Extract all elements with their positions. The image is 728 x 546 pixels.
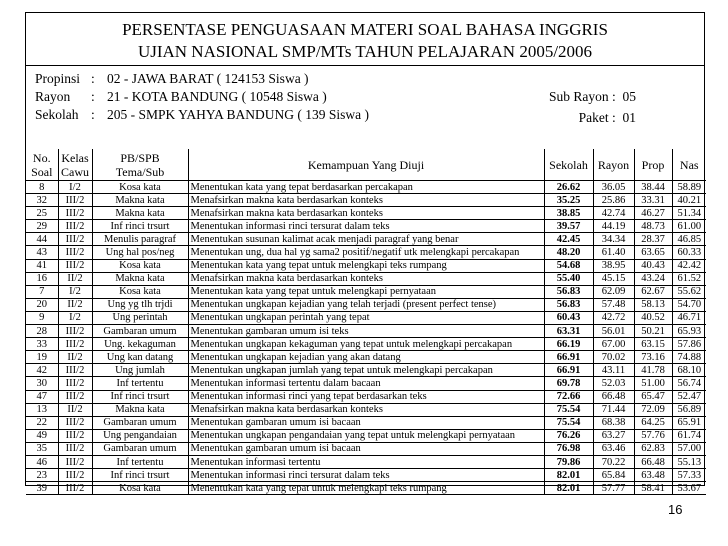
document-frame [25, 12, 705, 494]
cell-tema: Kosa kata [92, 482, 188, 495]
cell-no-soal: 28 [26, 325, 58, 338]
cell-nas: 57.33 [672, 469, 706, 482]
cell-kelas: II/2 [58, 351, 92, 364]
cell-sekolah: 42.45 [544, 233, 593, 246]
cell-prop: 66.48 [634, 455, 672, 468]
title-line-2: UJIAN NASIONAL SMP/MTs TAHUN PELAJARAN 2005/2006 [137, 42, 593, 61]
cell-no-soal: 41 [26, 259, 58, 272]
cell-prop: 41.78 [634, 364, 672, 377]
cell-prop: 73.16 [634, 351, 672, 364]
cell-prop: 72.09 [634, 403, 672, 416]
cell-rayon: 25.86 [593, 194, 634, 207]
cell-no-soal: 49 [26, 429, 58, 442]
cell-kemampuan: Menentukan informasi rinci tersurat dalam teks [188, 469, 544, 482]
table-row [26, 311, 706, 324]
cell-kelas: I/2 [58, 311, 92, 324]
cell-kelas: III/2 [58, 469, 92, 482]
cell-nas: 61.74 [672, 429, 706, 442]
sekolah-row [35, 106, 369, 124]
cell-sekolah: 75.54 [544, 403, 593, 416]
sub-rayon-value: 05 [622, 89, 636, 104]
cell-sekolah: 82.01 [544, 469, 593, 482]
cell-no-soal: 13 [26, 403, 58, 416]
rayon-value: 21 - KOTA BANDUNG ( 10548 Siswa ) [107, 89, 327, 104]
cell-sekolah: 75.54 [544, 416, 593, 429]
cell-rayon: 62.09 [593, 285, 634, 298]
cell-kemampuan: Menentukan ungkapan kejadian yang akan datang [188, 351, 544, 364]
cell-sekolah: 79.86 [544, 455, 593, 468]
table-row [26, 259, 706, 272]
cell-kemampuan: Menentukan kata yang tepat untuk melengkapi teks rumpang [188, 482, 544, 495]
cell-prop: 58.13 [634, 298, 672, 311]
cell-rayon: 45.15 [593, 272, 634, 285]
school-info [26, 66, 704, 150]
cell-nas: 56.74 [672, 377, 706, 390]
rayon-row [35, 88, 327, 106]
cell-tema: Gambaran umum [92, 416, 188, 429]
cell-rayon: 67.00 [593, 338, 634, 351]
cell-rayon: 57.48 [593, 298, 634, 311]
cell-sekolah: 66.91 [544, 351, 593, 364]
cell-kelas: III/2 [58, 442, 92, 455]
header-tema: PB/SPB Tema/Sub [92, 149, 188, 181]
cell-no-soal: 19 [26, 351, 58, 364]
cell-rayon: 56.01 [593, 325, 634, 338]
page-number: 16 [668, 502, 683, 517]
cell-no-soal: 32 [26, 194, 58, 207]
cell-sekolah: 76.26 [544, 429, 593, 442]
cell-kemampuan: Menentukan informasi tertentu [188, 455, 544, 468]
cell-kemampuan: Menentukan ungkapan kekaguman yang tepat untuk melengkapi percakapan [188, 338, 544, 351]
cell-no-soal: 43 [26, 246, 58, 259]
table-row [26, 482, 706, 495]
cell-kemampuan: Menentukan informasi rinci tersurat dalam teks [188, 220, 544, 233]
header-prop: Prop [634, 149, 672, 181]
cell-tema: Inf tertentu [92, 377, 188, 390]
cell-no-soal: 47 [26, 390, 58, 403]
cell-no-soal: 20 [26, 298, 58, 311]
cell-kelas: II/2 [58, 403, 92, 416]
cell-tema: Inf tertentu [92, 455, 188, 468]
cell-prop: 65.47 [634, 390, 672, 403]
cell-prop: 62.83 [634, 442, 672, 455]
cell-kemampuan: Menentukan gambaran umum isi teks [188, 325, 544, 338]
cell-kemampuan: Menentukan ungkapan kejadian yang telah terjadi (present perfect tense) [188, 298, 544, 311]
colon: : [91, 89, 95, 104]
cell-no-soal: 9 [26, 311, 58, 324]
cell-prop: 63.65 [634, 246, 672, 259]
cell-tema: Ung hal pos/neg [92, 246, 188, 259]
cell-prop: 38.44 [634, 181, 672, 194]
cell-tema: Ung pengandaian [92, 429, 188, 442]
cell-kemampuan: Menafsirkan makna kata berdasarkan konteks [188, 272, 544, 285]
propinsi-label: Propinsi [35, 71, 81, 86]
cell-prop: 28.37 [634, 233, 672, 246]
header-sekolah: Sekolah [544, 149, 593, 181]
cell-tema: Makna kata [92, 403, 188, 416]
cell-rayon: 65.84 [593, 469, 634, 482]
cell-nas: 61.52 [672, 272, 706, 285]
cell-prop: 50.21 [634, 325, 672, 338]
header-no-soal: No. Soal [26, 149, 58, 181]
colon: : [91, 71, 95, 86]
cell-no-soal: 7 [26, 285, 58, 298]
cell-sekolah: 60.43 [544, 311, 593, 324]
table-row [26, 246, 706, 259]
cell-tema: Inf rinci trsurt [92, 220, 188, 233]
cell-sekolah: 26.62 [544, 181, 593, 194]
table-row [26, 351, 706, 364]
cell-rayon: 42.72 [593, 311, 634, 324]
cell-kelas: III/2 [58, 259, 92, 272]
cell-nas: 68.10 [672, 364, 706, 377]
cell-nas: 58.89 [672, 181, 706, 194]
results-table [26, 149, 706, 495]
table-row [26, 377, 706, 390]
cell-prop: 48.73 [634, 220, 672, 233]
cell-kemampuan: Menentukan ungkapan perintah yang tepat [188, 311, 544, 324]
cell-kemampuan: Menafsirkan makna kata berdasarkan konteks [188, 194, 544, 207]
cell-prop: 46.27 [634, 207, 672, 220]
cell-kemampuan: Menafsirkan makna kata berdasarkan konteks [188, 403, 544, 416]
table-row [26, 233, 706, 246]
table-row [26, 403, 706, 416]
cell-rayon: 71.44 [593, 403, 634, 416]
table-body [26, 181, 706, 495]
table-row [26, 364, 706, 377]
sekolah-value: 205 - SMPK YAHYA BANDUNG ( 139 Siswa ) [107, 107, 370, 122]
cell-no-soal: 44 [26, 233, 58, 246]
cell-prop: 57.76 [634, 429, 672, 442]
cell-nas: 56.89 [672, 403, 706, 416]
cell-kelas: III/2 [58, 233, 92, 246]
cell-sekolah: 66.19 [544, 338, 593, 351]
cell-nas: 65.93 [672, 325, 706, 338]
cell-prop: 63.48 [634, 469, 672, 482]
sub-rayon-label: Sub Rayon : [548, 89, 616, 104]
table-row [26, 455, 706, 468]
cell-prop: 58.41 [634, 482, 672, 495]
table-row [26, 194, 706, 207]
table-row [26, 272, 706, 285]
paket-label: Paket : [578, 110, 616, 125]
cell-no-soal: 23 [26, 469, 58, 482]
cell-sekolah: 82.01 [544, 482, 593, 495]
colon: : [91, 107, 95, 122]
cell-nas: 55.62 [672, 285, 706, 298]
cell-no-soal: 29 [26, 220, 58, 233]
table-row [26, 181, 706, 194]
title-box [26, 13, 704, 66]
cell-nas: 74.88 [672, 351, 706, 364]
cell-tema: Ung kan datang [92, 351, 188, 364]
table-row [26, 442, 706, 455]
table-row [26, 285, 706, 298]
cell-rayon: 36.05 [593, 181, 634, 194]
cell-tema: Ung perintah [92, 311, 188, 324]
cell-tema: Ung. kekaguman [92, 338, 188, 351]
cell-kelas: III/2 [58, 220, 92, 233]
cell-rayon: 57.77 [593, 482, 634, 495]
cell-no-soal: 33 [26, 338, 58, 351]
cell-kemampuan: Menentukan gambaran umum isi bacaan [188, 416, 544, 429]
cell-prop: 40.52 [634, 311, 672, 324]
table-header-row [26, 149, 706, 181]
table-row [26, 325, 706, 338]
cell-sekolah: 35.25 [544, 194, 593, 207]
cell-no-soal: 35 [26, 442, 58, 455]
cell-nas: 61.00 [672, 220, 706, 233]
cell-nas: 46.71 [672, 311, 706, 324]
rayon-label: Rayon [35, 89, 71, 104]
cell-rayon: 34.34 [593, 233, 634, 246]
table-row [26, 469, 706, 482]
cell-no-soal: 42 [26, 364, 58, 377]
cell-kelas: III/2 [58, 325, 92, 338]
cell-sekolah: 38.85 [544, 207, 593, 220]
cell-nas: 54.70 [672, 298, 706, 311]
table-row [26, 390, 706, 403]
cell-prop: 33.31 [634, 194, 672, 207]
cell-kelas: III/2 [58, 482, 92, 495]
header-rayon: Rayon [593, 149, 634, 181]
cell-tema: Kosa kata [92, 259, 188, 272]
cell-kelas: III/2 [58, 338, 92, 351]
cell-sekolah: 48.20 [544, 246, 593, 259]
cell-sekolah: 56.83 [544, 285, 593, 298]
cell-nas: 51.34 [672, 207, 706, 220]
cell-tema: Makna kata [92, 207, 188, 220]
cell-prop: 40.43 [634, 259, 672, 272]
cell-tema: Menulis paragraf [92, 233, 188, 246]
cell-tema: Makna kata [92, 272, 188, 285]
cell-kelas: II/2 [58, 272, 92, 285]
cell-nas: 57.00 [672, 442, 706, 455]
cell-nas: 40.21 [672, 194, 706, 207]
cell-kelas: III/2 [58, 429, 92, 442]
cell-rayon: 70.02 [593, 351, 634, 364]
header-nas: Nas [672, 149, 706, 181]
cell-sekolah: 63.31 [544, 325, 593, 338]
table-row [26, 220, 706, 233]
cell-prop: 62.67 [634, 285, 672, 298]
cell-sekolah: 72.66 [544, 390, 593, 403]
cell-kemampuan: Menentukan ungkapan pengandaian yang tepat untuk melengkapi pernyataan [188, 429, 544, 442]
cell-nas: 42.42 [672, 259, 706, 272]
cell-no-soal: 16 [26, 272, 58, 285]
paket-value: 01 [622, 110, 636, 125]
cell-rayon: 68.38 [593, 416, 634, 429]
header-kelas: Kelas Cawu [58, 149, 92, 181]
cell-kelas: III/2 [58, 364, 92, 377]
cell-rayon: 63.27 [593, 429, 634, 442]
cell-rayon: 44.19 [593, 220, 634, 233]
cell-no-soal: 22 [26, 416, 58, 429]
cell-sekolah: 76.98 [544, 442, 593, 455]
cell-rayon: 42.74 [593, 207, 634, 220]
cell-sekolah: 39.57 [544, 220, 593, 233]
cell-nas: 55.13 [672, 455, 706, 468]
cell-tema: Inf rinci trsurt [92, 469, 188, 482]
cell-kelas: II/2 [58, 298, 92, 311]
table-row [26, 429, 706, 442]
cell-kemampuan: Menentukan informasi rinci yang tepat berdasarkan teks [188, 390, 544, 403]
cell-kemampuan: Menafsirkan makna kata berdasarkan konteks [188, 207, 544, 220]
cell-rayon: 43.11 [593, 364, 634, 377]
cell-tema: Kosa kata [92, 285, 188, 298]
table-row [26, 298, 706, 311]
cell-rayon: 63.46 [593, 442, 634, 455]
propinsi-value: 02 - JAWA BARAT ( 124153 Siswa ) [107, 71, 309, 86]
cell-no-soal: 8 [26, 181, 58, 194]
cell-sekolah: 54.68 [544, 259, 593, 272]
cell-sekolah: 55.40 [544, 272, 593, 285]
table-row [26, 338, 706, 351]
cell-tema: Gambaran umum [92, 325, 188, 338]
table-row [26, 416, 706, 429]
cell-kemampuan: Menentukan kata yang tepat untuk melengkapi pernyataan [188, 285, 544, 298]
cell-kelas: III/2 [58, 194, 92, 207]
title-line-1: PERSENTASE PENGUASAAN MATERI SOAL BAHASA INGGRIS [122, 20, 608, 39]
cell-rayon: 66.48 [593, 390, 634, 403]
table-row [26, 207, 706, 220]
cell-sekolah: 56.83 [544, 298, 593, 311]
cell-tema: Ung yg tlh trjdi [92, 298, 188, 311]
cell-kelas: III/2 [58, 207, 92, 220]
cell-nas: 52.47 [672, 390, 706, 403]
cell-kelas: I/2 [58, 285, 92, 298]
propinsi-row [35, 70, 309, 88]
sub-rayon [549, 88, 636, 106]
cell-rayon: 61.40 [593, 246, 634, 259]
cell-sekolah: 69.78 [544, 377, 593, 390]
cell-tema: Kosa kata [92, 181, 188, 194]
cell-kemampuan: Menentukan kata yang tepat berdasarkan percakapan [188, 181, 544, 194]
header-kemampuan: Kemampuan Yang Diuji [188, 149, 544, 181]
cell-kelas: III/2 [58, 377, 92, 390]
cell-tema: Ung jumlah [92, 364, 188, 377]
cell-nas: 60.33 [672, 246, 706, 259]
cell-no-soal: 30 [26, 377, 58, 390]
cell-nas: 65.91 [672, 416, 706, 429]
cell-no-soal: 39 [26, 482, 58, 495]
cell-kemampuan: Menentukan gambaran umum isi bacaan [188, 442, 544, 455]
cell-nas: 53.67 [672, 482, 706, 495]
cell-prop: 63.15 [634, 338, 672, 351]
cell-rayon: 52.03 [593, 377, 634, 390]
cell-nas: 57.86 [672, 338, 706, 351]
cell-kelas: III/2 [58, 390, 92, 403]
cell-no-soal: 46 [26, 455, 58, 468]
cell-prop: 51.00 [634, 377, 672, 390]
cell-kelas: III/2 [58, 246, 92, 259]
cell-sekolah: 66.91 [544, 364, 593, 377]
cell-prop: 43.24 [634, 272, 672, 285]
cell-nas: 46.85 [672, 233, 706, 246]
cell-kemampuan: Menentukan kata yang tepat untuk melengkapi teks rumpang [188, 259, 544, 272]
cell-kemampuan: Menentukan informasi tertentu dalam bacaan [188, 377, 544, 390]
cell-kemampuan: Menentukan ungkapan jumlah yang tepat untuk melengkapi percakapan [188, 364, 544, 377]
cell-tema: Makna kata [92, 194, 188, 207]
sekolah-label: Sekolah [35, 107, 79, 122]
cell-rayon: 38.95 [593, 259, 634, 272]
cell-kelas: III/2 [58, 455, 92, 468]
paket [579, 109, 636, 127]
cell-rayon: 70.22 [593, 455, 634, 468]
cell-kemampuan: Menentukan susunan kalimat acak menjadi paragraf yang benar [188, 233, 544, 246]
cell-no-soal: 25 [26, 207, 58, 220]
cell-tema: Gambaran umum [92, 442, 188, 455]
cell-kelas: III/2 [58, 416, 92, 429]
cell-kelas: I/2 [58, 181, 92, 194]
cell-tema: Inf rinci trsurt [92, 390, 188, 403]
cell-prop: 64.25 [634, 416, 672, 429]
cell-kemampuan: Menentukan ung, dua hal yg sama2 positif/negatif utk melengkapi percakapan [188, 246, 544, 259]
